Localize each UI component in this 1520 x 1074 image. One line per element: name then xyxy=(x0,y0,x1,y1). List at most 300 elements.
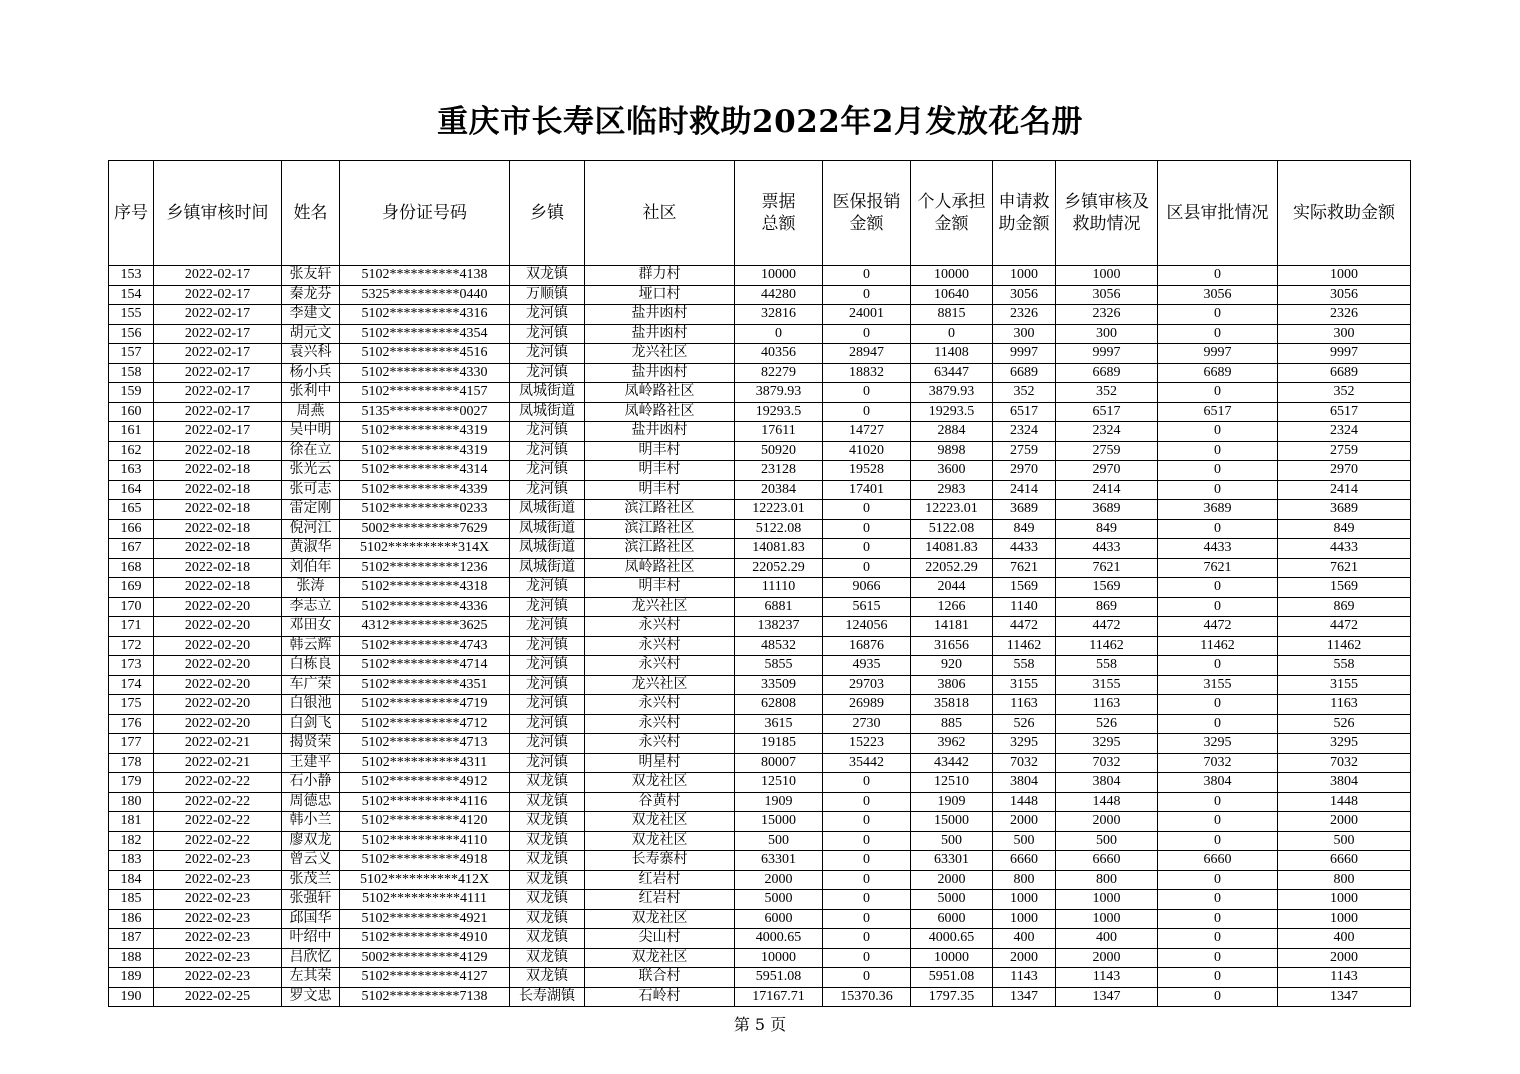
col-town-cell: 长寿湖镇 xyxy=(510,987,585,1007)
col-review-date-cell: 2022-02-23 xyxy=(154,929,282,949)
col-community-cell: 明丰村 xyxy=(585,578,735,598)
col-community-cell: 滨江路社区 xyxy=(585,519,735,539)
col-town-cell: 凤城街道 xyxy=(510,558,585,578)
col-index-cell: 189 xyxy=(109,968,154,988)
col-county-approval-cell: 9997 xyxy=(1158,344,1278,364)
col-requested-aid-cell: 1448 xyxy=(993,792,1056,812)
col-review-date-cell: 2022-02-23 xyxy=(154,948,282,968)
col-requested-aid-cell: 1163 xyxy=(993,695,1056,715)
col-bill-total-cell: 19293.5 xyxy=(735,402,823,422)
col-town-review-cell: 3295 xyxy=(1056,734,1158,754)
col-requested-aid-cell: 1569 xyxy=(993,578,1056,598)
col-county-approval-cell: 0 xyxy=(1158,792,1278,812)
table-row xyxy=(109,558,1411,578)
col-town-review-cell: 1163 xyxy=(1056,695,1158,715)
col-town-review-cell: 800 xyxy=(1056,870,1158,890)
col-index-cell: 165 xyxy=(109,500,154,520)
col-requested-aid-cell: 526 xyxy=(993,714,1056,734)
col-town-review-cell: 400 xyxy=(1056,929,1158,949)
col-county-approval-cell: 3295 xyxy=(1158,734,1278,754)
col-requested-aid-cell: 7032 xyxy=(993,753,1056,773)
col-town-cell: 凤城街道 xyxy=(510,519,585,539)
col-community-cell: 红岩村 xyxy=(585,890,735,910)
col-insurance-reimbursed-cell: 15223 xyxy=(823,734,911,754)
col-id-number-cell: 5102**********1236 xyxy=(340,558,510,578)
col-actual-aid-cell: 526 xyxy=(1278,714,1411,734)
col-insurance-reimbursed-cell: 9066 xyxy=(823,578,911,598)
col-town-review-cell: 300 xyxy=(1056,324,1158,344)
col-requested-aid-cell: 1347 xyxy=(993,987,1056,1007)
col-index-cell: 187 xyxy=(109,929,154,949)
col-index-header: 序号 xyxy=(109,161,154,266)
col-review-date-cell: 2022-02-21 xyxy=(154,734,282,754)
col-personal-cost-cell: 0 xyxy=(911,324,993,344)
col-review-date-cell: 2022-02-20 xyxy=(154,714,282,734)
col-insurance-reimbursed-cell: 28947 xyxy=(823,344,911,364)
col-name-cell: 白栋良 xyxy=(282,656,340,676)
col-requested-aid-cell: 1000 xyxy=(993,266,1056,286)
table-row xyxy=(109,383,1411,403)
col-personal-cost-cell: 35818 xyxy=(911,695,993,715)
col-town-review-cell: 1000 xyxy=(1056,266,1158,286)
col-county-approval-header: 区县审批情况 xyxy=(1158,161,1278,266)
col-town-review-cell: 4433 xyxy=(1056,539,1158,559)
table-row xyxy=(109,909,1411,929)
col-personal-cost-cell: 12223.01 xyxy=(911,500,993,520)
relief-roster-table xyxy=(108,160,1411,1007)
col-review-date-cell: 2022-02-22 xyxy=(154,812,282,832)
col-id-number-cell: 5102**********4339 xyxy=(340,480,510,500)
col-town-review-cell: 526 xyxy=(1056,714,1158,734)
col-community-cell: 龙兴社区 xyxy=(585,675,735,695)
table-row xyxy=(109,870,1411,890)
col-town-cell: 龙河镇 xyxy=(510,695,585,715)
col-actual-aid-cell: 3056 xyxy=(1278,285,1411,305)
col-county-approval-cell: 0 xyxy=(1158,812,1278,832)
col-county-approval-cell: 0 xyxy=(1158,422,1278,442)
col-county-approval-cell: 0 xyxy=(1158,480,1278,500)
col-town-review-cell: 11462 xyxy=(1056,636,1158,656)
col-requested-aid-header: 申请救 助金额 xyxy=(993,161,1056,266)
col-index-cell: 183 xyxy=(109,851,154,871)
col-personal-cost-cell: 3962 xyxy=(911,734,993,754)
table-row xyxy=(109,285,1411,305)
table-row xyxy=(109,831,1411,851)
col-town-review-cell: 500 xyxy=(1056,831,1158,851)
col-actual-aid-cell: 2000 xyxy=(1278,948,1411,968)
col-actual-aid-cell: 3804 xyxy=(1278,773,1411,793)
col-index-cell: 156 xyxy=(109,324,154,344)
col-community-cell: 双龙社区 xyxy=(585,909,735,929)
col-county-approval-cell: 0 xyxy=(1158,831,1278,851)
col-requested-aid-cell: 6660 xyxy=(993,851,1056,871)
col-name-cell: 韩云辉 xyxy=(282,636,340,656)
col-actual-aid-cell: 3155 xyxy=(1278,675,1411,695)
col-personal-cost-cell: 1797.35 xyxy=(911,987,993,1007)
col-insurance-reimbursed-cell: 17401 xyxy=(823,480,911,500)
col-town-review-cell: 2000 xyxy=(1056,948,1158,968)
col-index-cell: 173 xyxy=(109,656,154,676)
col-insurance-reimbursed-cell: 4935 xyxy=(823,656,911,676)
col-personal-cost-cell: 2044 xyxy=(911,578,993,598)
col-name-cell: 周德忠 xyxy=(282,792,340,812)
col-id-number-cell: 5102**********4918 xyxy=(340,851,510,871)
col-index-cell: 190 xyxy=(109,987,154,1007)
col-actual-aid-cell: 7621 xyxy=(1278,558,1411,578)
col-actual-aid-cell: 500 xyxy=(1278,831,1411,851)
table-row xyxy=(109,480,1411,500)
col-index-cell: 186 xyxy=(109,909,154,929)
col-bill-total-cell: 14081.83 xyxy=(735,539,823,559)
col-town-cell: 双龙镇 xyxy=(510,909,585,929)
col-community-cell: 永兴村 xyxy=(585,714,735,734)
table-row xyxy=(109,441,1411,461)
col-requested-aid-cell: 7621 xyxy=(993,558,1056,578)
col-personal-cost-cell: 500 xyxy=(911,831,993,851)
col-community-header: 社区 xyxy=(585,161,735,266)
col-id-number-cell: 5102**********4713 xyxy=(340,734,510,754)
table-row xyxy=(109,792,1411,812)
col-town-review-cell: 849 xyxy=(1056,519,1158,539)
table-row xyxy=(109,578,1411,598)
col-community-cell: 双龙社区 xyxy=(585,773,735,793)
col-town-cell: 龙河镇 xyxy=(510,714,585,734)
page-number: 第 5 页 xyxy=(733,1015,787,1034)
col-community-cell: 长寿寨村 xyxy=(585,851,735,871)
col-county-approval-cell: 0 xyxy=(1158,714,1278,734)
col-requested-aid-cell: 1143 xyxy=(993,968,1056,988)
col-actual-aid-cell: 400 xyxy=(1278,929,1411,949)
col-actual-aid-cell: 2970 xyxy=(1278,461,1411,481)
col-requested-aid-cell: 4433 xyxy=(993,539,1056,559)
col-review-date-cell: 2022-02-20 xyxy=(154,675,282,695)
col-county-approval-cell: 0 xyxy=(1158,324,1278,344)
col-id-number-cell: 5102**********4516 xyxy=(340,344,510,364)
col-actual-aid-cell: 3295 xyxy=(1278,734,1411,754)
col-town-review-cell: 1000 xyxy=(1056,890,1158,910)
col-index-cell: 158 xyxy=(109,363,154,383)
col-name-cell: 秦龙芬 xyxy=(282,285,340,305)
col-insurance-reimbursed-cell: 15370.36 xyxy=(823,987,911,1007)
col-town-cell: 双龙镇 xyxy=(510,792,585,812)
col-bill-total-cell: 20384 xyxy=(735,480,823,500)
col-county-approval-cell: 0 xyxy=(1158,656,1278,676)
col-id-number-cell: 5102**********4921 xyxy=(340,909,510,929)
col-personal-cost-cell: 12510 xyxy=(911,773,993,793)
col-personal-cost-cell: 63447 xyxy=(911,363,993,383)
col-id-number-cell: 5135**********0027 xyxy=(340,402,510,422)
col-community-cell: 凤岭路社区 xyxy=(585,558,735,578)
col-actual-aid-cell: 1448 xyxy=(1278,792,1411,812)
col-town-cell: 龙河镇 xyxy=(510,344,585,364)
col-personal-cost-header: 个人承担 金额 xyxy=(911,161,993,266)
col-actual-aid-cell: 2326 xyxy=(1278,305,1411,325)
col-personal-cost-cell: 5122.08 xyxy=(911,519,993,539)
col-insurance-reimbursed-cell: 0 xyxy=(823,266,911,286)
col-index-cell: 180 xyxy=(109,792,154,812)
col-town-review-cell: 6517 xyxy=(1056,402,1158,422)
col-personal-cost-cell: 920 xyxy=(911,656,993,676)
col-requested-aid-cell: 500 xyxy=(993,831,1056,851)
col-town-review-cell: 3804 xyxy=(1056,773,1158,793)
col-personal-cost-cell: 5000 xyxy=(911,890,993,910)
col-town-review-cell: 6660 xyxy=(1056,851,1158,871)
col-bill-total-cell: 12223.01 xyxy=(735,500,823,520)
col-actual-aid-cell: 6517 xyxy=(1278,402,1411,422)
col-community-cell: 滨江路社区 xyxy=(585,500,735,520)
col-name-cell: 罗文忠 xyxy=(282,987,340,1007)
col-community-cell: 盐井凼村 xyxy=(585,324,735,344)
col-personal-cost-cell: 3806 xyxy=(911,675,993,695)
col-id-number-cell: 5102**********4319 xyxy=(340,422,510,442)
col-index-cell: 178 xyxy=(109,753,154,773)
col-bill-total-cell: 44280 xyxy=(735,285,823,305)
col-actual-aid-cell: 300 xyxy=(1278,324,1411,344)
col-actual-aid-cell: 6689 xyxy=(1278,363,1411,383)
col-bill-total-cell: 0 xyxy=(735,324,823,344)
col-review-date-cell: 2022-02-20 xyxy=(154,636,282,656)
col-requested-aid-cell: 2759 xyxy=(993,441,1056,461)
col-id-number-cell: 5325**********0440 xyxy=(340,285,510,305)
col-town-review-cell: 2326 xyxy=(1056,305,1158,325)
col-requested-aid-cell: 2000 xyxy=(993,948,1056,968)
col-id-number-cell: 5002**********7629 xyxy=(340,519,510,539)
col-bill-total-cell: 82279 xyxy=(735,363,823,383)
col-review-date-cell: 2022-02-23 xyxy=(154,909,282,929)
col-town-cell: 凤城街道 xyxy=(510,383,585,403)
col-name-cell: 邓田女 xyxy=(282,617,340,637)
col-insurance-reimbursed-cell: 18832 xyxy=(823,363,911,383)
col-town-cell: 凤城街道 xyxy=(510,402,585,422)
col-town-review-cell: 3689 xyxy=(1056,500,1158,520)
col-town-review-cell: 7621 xyxy=(1056,558,1158,578)
col-bill-total-cell: 4000.65 xyxy=(735,929,823,949)
table-row xyxy=(109,597,1411,617)
table-row xyxy=(109,363,1411,383)
col-insurance-reimbursed-cell: 0 xyxy=(823,851,911,871)
col-town-review-cell: 3056 xyxy=(1056,285,1158,305)
col-requested-aid-cell: 6689 xyxy=(993,363,1056,383)
col-personal-cost-cell: 3600 xyxy=(911,461,993,481)
col-town-review-cell: 1347 xyxy=(1056,987,1158,1007)
col-actual-aid-cell: 1000 xyxy=(1278,890,1411,910)
table-row xyxy=(109,948,1411,968)
col-id-number-cell: 5102**********4714 xyxy=(340,656,510,676)
col-county-approval-cell: 0 xyxy=(1158,266,1278,286)
col-personal-cost-cell: 9898 xyxy=(911,441,993,461)
col-index-cell: 171 xyxy=(109,617,154,637)
col-town-cell: 龙河镇 xyxy=(510,324,585,344)
col-name-cell: 袁兴科 xyxy=(282,344,340,364)
col-town-cell: 龙河镇 xyxy=(510,441,585,461)
col-index-cell: 169 xyxy=(109,578,154,598)
col-community-cell: 双龙社区 xyxy=(585,831,735,851)
col-actual-aid-cell: 869 xyxy=(1278,597,1411,617)
col-county-approval-cell: 0 xyxy=(1158,870,1278,890)
col-review-date-cell: 2022-02-17 xyxy=(154,285,282,305)
col-county-approval-cell: 0 xyxy=(1158,519,1278,539)
col-review-date-cell: 2022-02-23 xyxy=(154,890,282,910)
col-personal-cost-cell: 43442 xyxy=(911,753,993,773)
col-county-approval-cell: 6517 xyxy=(1158,402,1278,422)
col-town-review-cell: 9997 xyxy=(1056,344,1158,364)
col-index-cell: 162 xyxy=(109,441,154,461)
col-county-approval-cell: 0 xyxy=(1158,441,1278,461)
col-insurance-reimbursed-cell: 2730 xyxy=(823,714,911,734)
col-id-number-cell: 5102**********412X xyxy=(340,870,510,890)
col-community-cell: 明丰村 xyxy=(585,441,735,461)
col-town-cell: 双龙镇 xyxy=(510,773,585,793)
col-personal-cost-cell: 885 xyxy=(911,714,993,734)
col-community-cell: 联合村 xyxy=(585,968,735,988)
col-id-number-cell: 5102**********4116 xyxy=(340,792,510,812)
col-name-cell: 车广荣 xyxy=(282,675,340,695)
col-index-cell: 167 xyxy=(109,539,154,559)
table-row xyxy=(109,519,1411,539)
col-name-cell: 刘伯年 xyxy=(282,558,340,578)
col-requested-aid-cell: 300 xyxy=(993,324,1056,344)
col-community-cell: 明丰村 xyxy=(585,480,735,500)
col-actual-aid-cell: 7032 xyxy=(1278,753,1411,773)
col-county-approval-cell: 0 xyxy=(1158,578,1278,598)
col-actual-aid-cell: 1347 xyxy=(1278,987,1411,1007)
col-community-cell: 红岩村 xyxy=(585,870,735,890)
col-community-cell: 谷黄村 xyxy=(585,792,735,812)
col-name-header: 姓名 xyxy=(282,161,340,266)
col-id-number-cell: 5102**********0233 xyxy=(340,500,510,520)
col-community-cell: 龙兴社区 xyxy=(585,344,735,364)
col-county-approval-cell: 6660 xyxy=(1158,851,1278,871)
table-row xyxy=(109,422,1411,442)
col-index-cell: 182 xyxy=(109,831,154,851)
col-name-cell: 张强轩 xyxy=(282,890,340,910)
col-index-cell: 172 xyxy=(109,636,154,656)
col-county-approval-cell: 7621 xyxy=(1158,558,1278,578)
col-town-cell: 万顺镇 xyxy=(510,285,585,305)
table-row xyxy=(109,402,1411,422)
col-actual-aid-cell: 6660 xyxy=(1278,851,1411,871)
table-row xyxy=(109,734,1411,754)
col-actual-aid-cell: 1000 xyxy=(1278,909,1411,929)
col-personal-cost-cell: 14181 xyxy=(911,617,993,637)
col-insurance-reimbursed-cell: 41020 xyxy=(823,441,911,461)
col-county-approval-cell: 0 xyxy=(1158,948,1278,968)
col-id-number-cell: 5002**********4129 xyxy=(340,948,510,968)
header-row xyxy=(109,161,1411,266)
col-name-cell: 曾云义 xyxy=(282,851,340,871)
col-town-cell: 龙河镇 xyxy=(510,305,585,325)
col-name-cell: 周燕 xyxy=(282,402,340,422)
col-town-review-cell: 352 xyxy=(1056,383,1158,403)
col-requested-aid-cell: 11462 xyxy=(993,636,1056,656)
col-town-cell: 凤城街道 xyxy=(510,500,585,520)
col-bill-total-cell: 5000 xyxy=(735,890,823,910)
col-county-approval-cell: 0 xyxy=(1158,695,1278,715)
col-town-cell: 龙河镇 xyxy=(510,636,585,656)
table-row xyxy=(109,890,1411,910)
col-county-approval-cell: 0 xyxy=(1158,461,1278,481)
col-name-cell: 张友轩 xyxy=(282,266,340,286)
col-name-cell: 吴中明 xyxy=(282,422,340,442)
col-town-cell: 龙河镇 xyxy=(510,422,585,442)
col-id-number-cell: 5102**********4354 xyxy=(340,324,510,344)
col-town-cell: 双龙镇 xyxy=(510,851,585,871)
col-name-cell: 白银池 xyxy=(282,695,340,715)
col-personal-cost-cell: 2000 xyxy=(911,870,993,890)
col-review-date-cell: 2022-02-17 xyxy=(154,305,282,325)
col-town-cell: 龙河镇 xyxy=(510,734,585,754)
col-town-cell: 龙河镇 xyxy=(510,363,585,383)
col-name-cell: 倪河江 xyxy=(282,519,340,539)
col-id-number-cell: 5102**********7138 xyxy=(340,987,510,1007)
col-bill-total-cell: 1909 xyxy=(735,792,823,812)
col-id-number-cell: 5102**********4120 xyxy=(340,812,510,832)
col-town-review-cell: 2414 xyxy=(1056,480,1158,500)
col-community-cell: 永兴村 xyxy=(585,695,735,715)
col-requested-aid-cell: 800 xyxy=(993,870,1056,890)
col-insurance-reimbursed-cell: 0 xyxy=(823,890,911,910)
col-review-date-cell: 2022-02-22 xyxy=(154,792,282,812)
col-bill-total-cell: 500 xyxy=(735,831,823,851)
col-name-cell: 张光云 xyxy=(282,461,340,481)
col-review-date-cell: 2022-02-20 xyxy=(154,695,282,715)
col-town-review-cell: 6689 xyxy=(1056,363,1158,383)
col-insurance-reimbursed-cell: 0 xyxy=(823,870,911,890)
col-bill-total-cell: 40356 xyxy=(735,344,823,364)
col-town-cell: 双龙镇 xyxy=(510,890,585,910)
col-actual-aid-cell: 2000 xyxy=(1278,812,1411,832)
col-id-number-cell: 5102**********314X xyxy=(340,539,510,559)
col-requested-aid-cell: 4472 xyxy=(993,617,1056,637)
col-bill-total-cell: 23128 xyxy=(735,461,823,481)
col-review-date-cell: 2022-02-17 xyxy=(154,324,282,344)
col-town-review-cell: 4472 xyxy=(1056,617,1158,637)
col-personal-cost-cell: 63301 xyxy=(911,851,993,871)
col-review-date-cell: 2022-02-20 xyxy=(154,617,282,637)
col-id-number-cell: 5102**********4316 xyxy=(340,305,510,325)
table-body xyxy=(109,266,1411,1007)
col-actual-aid-cell: 1163 xyxy=(1278,695,1411,715)
col-county-approval-cell: 4472 xyxy=(1158,617,1278,637)
col-review-date-cell: 2022-02-22 xyxy=(154,831,282,851)
col-county-approval-cell: 3056 xyxy=(1158,285,1278,305)
col-personal-cost-cell: 6000 xyxy=(911,909,993,929)
col-review-date-cell: 2022-02-17 xyxy=(154,363,282,383)
col-index-cell: 184 xyxy=(109,870,154,890)
col-county-approval-cell: 0 xyxy=(1158,909,1278,929)
col-id-number-cell: 5102**********4157 xyxy=(340,383,510,403)
table-row xyxy=(109,324,1411,344)
col-bill-total-cell: 6881 xyxy=(735,597,823,617)
col-requested-aid-cell: 2324 xyxy=(993,422,1056,442)
col-insurance-reimbursed-cell: 0 xyxy=(823,929,911,949)
col-requested-aid-cell: 3804 xyxy=(993,773,1056,793)
col-insurance-reimbursed-cell: 29703 xyxy=(823,675,911,695)
col-community-cell: 明丰村 xyxy=(585,461,735,481)
col-insurance-reimbursed-cell: 0 xyxy=(823,968,911,988)
table-row xyxy=(109,539,1411,559)
col-bill-total-cell: 5951.08 xyxy=(735,968,823,988)
col-bill-total-cell: 19185 xyxy=(735,734,823,754)
col-id-number-cell: 5102**********4127 xyxy=(340,968,510,988)
col-review-date-cell: 2022-02-18 xyxy=(154,558,282,578)
col-review-date-header: 乡镇审核时间 xyxy=(154,161,282,266)
col-insurance-reimbursed-cell: 0 xyxy=(823,792,911,812)
col-bill-total-cell: 17611 xyxy=(735,422,823,442)
col-community-cell: 凤岭路社区 xyxy=(585,383,735,403)
col-county-approval-cell: 4433 xyxy=(1158,539,1278,559)
table-row xyxy=(109,851,1411,871)
